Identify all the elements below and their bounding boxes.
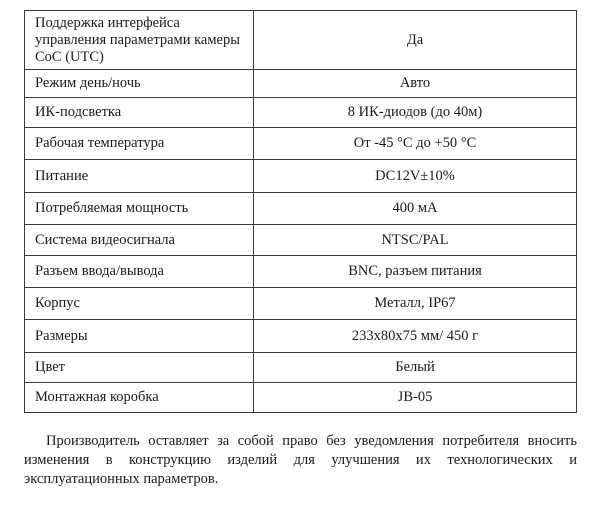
param-name-cell: ИК-подсветка — [25, 98, 254, 128]
param-value-cell: От -45 °C до +50 °C — [254, 128, 577, 160]
table-row — [25, 193, 577, 225]
table-row — [25, 353, 577, 383]
param-value-cell: 8 ИК-диодов (до 40м) — [254, 98, 577, 128]
param-value-cell: Белый — [254, 353, 577, 383]
param-value-cell: 400 мА — [254, 193, 577, 225]
param-name-cell: Система видеосигнала — [25, 225, 254, 256]
table-row — [25, 98, 577, 128]
param-value-cell: Авто — [254, 70, 577, 98]
param-name-cell: Поддержка интерфейса управления параметрами камеры CoC (UTC) — [25, 11, 254, 70]
param-value-cell: JB-05 — [254, 383, 577, 413]
table-row — [25, 225, 577, 256]
param-name-cell: Разъем ввода/вывода — [25, 256, 254, 288]
table-row — [25, 128, 577, 160]
param-name-cell: Корпус — [25, 288, 254, 320]
param-value-cell: BNC, разъем питания — [254, 256, 577, 288]
param-name-cell: Монтажная коробка — [25, 383, 254, 413]
table-row — [25, 11, 577, 70]
table-row — [25, 320, 577, 353]
param-value-cell: Да — [254, 11, 577, 70]
specifications-table — [24, 10, 577, 413]
param-value-cell: DC12V±10% — [254, 160, 577, 193]
table-row — [25, 70, 577, 98]
param-value-cell: NTSC/PAL — [254, 225, 577, 256]
param-name-cell: Размеры — [25, 320, 254, 353]
param-value-cell: 233х80х75 мм/ 450 г — [254, 320, 577, 353]
param-name-cell: Потребляемая мощность — [25, 193, 254, 225]
table-row — [25, 160, 577, 193]
param-name-cell: Питание — [25, 160, 254, 193]
param-value-cell: Металл, IP67 — [254, 288, 577, 320]
param-name-cell: Цвет — [25, 353, 254, 383]
table-row — [25, 256, 577, 288]
disclaimer-note: Производитель оставляет за собой право без уведомления потребителя вносить изменения в конструкцию изделий для улучшения их технологических и эксплуатационных параметров. — [24, 433, 577, 487]
param-name-cell: Режим день/ночь — [25, 70, 254, 98]
table-row — [25, 383, 577, 413]
param-name-cell: Рабочая температура — [25, 128, 254, 160]
table-row — [25, 288, 577, 320]
